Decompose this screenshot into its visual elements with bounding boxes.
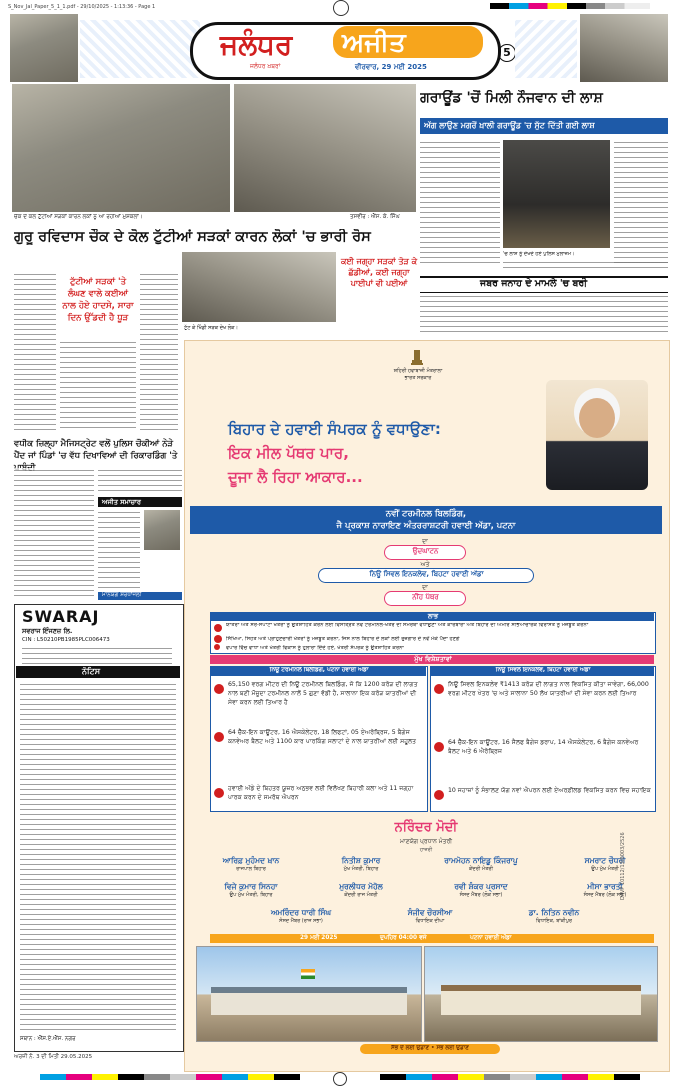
- main-story-col2: [60, 340, 136, 432]
- pullquote-right: ਕਈ ਜਗ੍ਹਾ ਸੜਕਾਂ ਤੋੜ ਕੇ ਛੱਡੀਆਂ, ਕਈ ਜਗ੍ਹਾ ਪਾਈਪਾਂ ਵੀ ਪਈਆਂ: [340, 257, 418, 288]
- ad-emblem-line2: ਭਾਰਤ ਸਰਕਾਰ: [404, 375, 432, 381]
- ad-dignitary: [196, 882, 306, 898]
- vigilance-headline: ਵਧੀਕ ਜ਼ਿਲ੍ਹਾ ਮੈਜਿਸਟ੍ਰੇਟ ਵਲੋਂ ਪੁਲਿਸ ਚੌਕੀਆਂ ਨੇੜੇ ਪੈਂਦ ਜਾਂ ਪਿੰਡਾਂ 'ਚ ਵੱਧ ਦਿਖਾਵਿਆਂ ਦੀ ਰਿਕਾਰਡਿੰਗ 'ਤੇ: [14, 439, 178, 461]
- ad-dignitary: [494, 908, 614, 924]
- vigilance-body-col1: [14, 468, 94, 598]
- news-box-body: [98, 510, 140, 590]
- ad-side-code: DAVP 10112/13/0003/2526: [620, 832, 626, 900]
- ad-feature-left: [214, 784, 424, 806]
- bottom-color-bar: [40, 1074, 300, 1080]
- ad-blue-line-1: ਨਵੀਂ ਟਰਮੀਨਲ ਬਿਲਡਿੰਗ,: [385, 509, 467, 519]
- swaraj-notice-body: [20, 682, 176, 1032]
- ad-dignitary-name: ਨਿਤੀਸ਼ ਕੁਮਾਰ: [341, 856, 381, 865]
- masthead-date: ਵੀਰਵਾਰ, 29 ਮਈ 2025: [355, 63, 427, 71]
- ad-dignitary-title: ਮੁੱਖ ਮੰਤਰੀ, ਬਿਹਾਰ: [343, 866, 379, 872]
- masthead-building-right: [580, 14, 668, 82]
- ad-dignitary: [550, 856, 660, 872]
- ad-event-time: ਦੁਪਹਿਰ 04:00 ਵਜੇ: [380, 935, 427, 941]
- ad-dignitary: [550, 882, 660, 898]
- flag-icon: [301, 969, 315, 979]
- bottom-registration-mark: [333, 1072, 347, 1086]
- ad-connector-da2: ਦਾ: [422, 584, 428, 591]
- ad-feature-text: 65,150 ਵਰਗ ਮੀਟਰ ਦੀ ਨਿਊ ਟਰਮੀਨਲ ਬਿਲਡਿੰਗ, ਜੋ ਕਿ 1200 ਕਰੋੜ ਦੀ ਲਾਗਤ ਨਾਲ ਬਣੀ ਮੌਜੂਦਾ ਟਰਮੀਨਲ ਨਾਲੋਂ 5 ਗੁਣਾ ਵੱਡੀ ਹੈ, ਸਾਲਾਨਾ ਇਕ ਕਰੋੜ ਯਾਤਰੀਆਂ ਦੀ ਸੇਵਾ ਕਰਨ ਲਈ ਤਿਆਰ ਹੈ: [228, 681, 418, 706]
- ad-benefits-header: ਲਾਭ: [427, 612, 439, 620]
- ad-dignitary: [416, 882, 546, 898]
- ground-photo-caption: 'ਚ ਲਾਸ਼ ਨੂੰ ਦੇਖਦੇ ਹੋਏ ਪੁਲਿਸ ਮੁਲਾਜ਼ਮ।: [503, 251, 575, 257]
- ad-feature-bullet-icon: [434, 684, 444, 694]
- jabar-body: [420, 294, 668, 336]
- ad-connector-ate: ਅਤੇ: [420, 561, 430, 568]
- ad-feature-bullet-icon: [434, 742, 444, 752]
- ground-body-col3: [614, 140, 668, 264]
- swaraj-notice-title: ਨੋਟਿਸ: [82, 667, 101, 676]
- masthead-tagline: ਜਲੰਧਰ ਖ਼ਬਰਾਂ: [250, 63, 281, 70]
- swaraj-company: ਸਵਰਾਜ ਇੰਜਣਜ਼ ਲਿ.: [22, 627, 73, 635]
- page-number-badge: 5: [498, 44, 516, 62]
- ad-pill-foundation-text: ਨੀਂਹ ਪੱਥਰ: [412, 593, 439, 601]
- ad-benefit-bullet-icon: [214, 644, 220, 650]
- photo-caption-left: ਚੌਕ ਦੇ ਕੋਲ ਟੁੱਟੀਆਂ ਸੜਕਾਂ ਕਾਰਨ ਲੋਕਾਂ ਨੂੰ ਆ ਰਹੀਆਂ ਮੁਸ਼ਕਲਾਂ।: [14, 214, 143, 220]
- pm-portrait-face: [579, 398, 615, 438]
- ad-footer-text: ਸੱਭ ਦੇ ਲਈ ਉਡਾਣ • ਸਭ ਲਈ ਉਡਾਣ: [391, 1045, 469, 1051]
- ad-dignitary: [236, 908, 366, 924]
- ad-headline-3: ਦੂਜਾ ਲੈ ਰਿਹਾ ਆਕਾਰ...: [228, 468, 363, 486]
- news-box-footer: ਮਾਨਯੋਗ ਸ਼ਰਧਾਂਜਲੀ: [102, 592, 142, 598]
- ad-event-date: 29 ਮਈ 2025: [300, 935, 338, 941]
- bottom-left-text: ਅਰਜ਼ੀ ਨੰ. 3 ਦੀ ਮਿਤੀ 29.05.2025: [14, 1054, 93, 1060]
- ad-feature-bullet-icon: [214, 788, 224, 798]
- ad-venue: ਪਟਨਾ ਹਵਾਈ ਅੱਡਾ: [470, 935, 512, 941]
- ad-dignitary-name: ਸੰਜੀਵ ਚੌਰਸੀਆ: [407, 908, 453, 917]
- ad-feature-bullet-icon: [214, 732, 224, 742]
- ad-feature-text: ਹਵਾਈ ਅੱਡੇ ਦੇ ਬਿਹਤਰ ਯੂਜ਼ਰ ਅਨੁਭਵ ਲਈ ਵਿਲੱਖਣ ਬਿਹਾਰੀ ਕਲਾ ਅਤੇ 11 ਜਗ੍ਹਾ ਪਾਰਕ ਕਰਨ ਦੇ ਸਮਰੱਥ ਐਪਰਨ: [228, 785, 414, 801]
- ad-benefit-text: ਵਪਾਰ ਵਿੱਚ ਵਾਧਾ ਅਤੇ ਖੇਤਰੀ ਵਿਕਾਸ ਨੂੰ ਹੁਲਾਰਾ ਦਿੰਦੇ ਹੋਏ, ਖੇਤਰੀ ਸੰਪਰਕ ਨੂੰ ਉਤਸ਼ਾਹਿਤ ਕਰਨਾ: [226, 645, 404, 651]
- ad-dignitary-title: ਸੰਸਦ ਮੈਂਬਰ (ਰਾਜ ਸਭਾ): [279, 918, 323, 924]
- swaraj-cin: CIN : L50210PB1985PLC006473: [22, 637, 110, 643]
- ad-headline-2: ਇਕ ਮੀਲ ਪੱਥਰ ਪਾਰ,: [228, 444, 349, 462]
- pullquote-left: ਟੁੱਟੀਆਂ ਸੜਕਾਂ 'ਤੇ ਲੰਘਣ ਵਾਲੇ ਕਈਆਂ ਨਾਲ ਹੋਏ ਹਾਦਸੇ, ਸਾਰਾ ਦਿਨ ਉੱਡਦੀ ਹੈ ਧੂੜ: [62, 277, 134, 323]
- masthead-title-right: ਅਜੀਤ: [342, 28, 406, 58]
- bottom-color-bar-right: [380, 1074, 640, 1080]
- ad-dignitary: [306, 856, 416, 872]
- ad-feature-left: [214, 680, 424, 724]
- ad-dignitary-name: ਸਮਰਾਟ ਚੌਧਰੀ: [584, 856, 626, 865]
- swaraj-address: [22, 646, 172, 664]
- ad-dignitary: [370, 908, 490, 924]
- ad-pm-title: ਮਾਣਯੋਗ ਪ੍ਰਧਾਨ ਮੰਤਰੀ: [399, 838, 453, 845]
- ad-dignitary-name: ਡਾ. ਨਿਤਿਨ ਨਵੀਨ: [528, 908, 580, 917]
- ad-feature-bullet-icon: [214, 684, 224, 694]
- ad-airport-render-patna: [196, 946, 422, 1042]
- ad-benefit-row: [214, 635, 650, 643]
- ad-dignitary-title: ਵਿਧਾਇਕ, ਬਾਂਕੀਪੁਰ: [535, 918, 573, 924]
- ad-dignitary-title: ਉਪ ਮੁੱਖ ਮੰਤਰੀ, ਬਿਹਾਰ: [229, 892, 273, 898]
- ad-dignitary-name: ਆਰਿਫ਼ ਮੁਹੰਮਦ ਖ਼ਾਨ: [222, 856, 280, 865]
- ad-connector-da: ਦਾ: [422, 538, 428, 545]
- ad-benefit-bullet-icon: [214, 624, 222, 632]
- ad-dignitary-title: ਉਪ ਮੁੱਖ ਮੰਤਰੀ: [591, 866, 619, 872]
- ad-benefit-text: ਯਾਤਰਾ ਅਤੇ ਸੈਰ-ਸਪਾਟਾ ਖੇਤਰਾਂ ਨੂੰ ਉਤਸ਼ਾਹਿਤ ਕਰਨ ਲਈ ਵਿਸਤ੍ਰਿਤ ਨਵੇਂ ਟਰਮੀਨਲ-ਖੇਤਰ ਦੀ ਸਮਰੱਥਾ ਵਧਾਉਣਾ ਅਤੇ ਕਾਰੋਬਾਰਾਂ ਅਤੇ ਬਿਹਾਰ ਦੀ ਅਮੀਰ ਸੱਭਿਆਚਾਰਕ ਵਿਰਾਸਤ ਨੂੰ ਮਜ਼ਬੂਤ ਕਰਨਾ: [226, 623, 589, 628]
- ad-feature-text: ਨਿਊ ਸਿਵਲ ਇਨਕਲੇਵ ₹1413 ਕਰੋੜ ਦੀ ਲਾਗਤ ਨਾਲ ਵਿਕਸਿਤ ਕੀਤਾ ਜਾਵੇਗਾ, 66,000 ਵਰਗ ਮੀਟਰ ਖੇਤਰ 'ਚ ਅਤੇ ਸਾਲਾਨਾ 50 ਲੱਖ ਯਾਤਰੀਆਂ ਦੀ ਸੇਵਾ ਕਰਨ ਲਈ ਤਿਆਰ: [448, 681, 649, 697]
- ad-dignitary-name: ਅਮਰਿੰਦਰ ਧਾਰੀ ਸਿੰਘ: [270, 908, 332, 917]
- ground-photo: [503, 140, 610, 248]
- news-photo-road-pipes: [234, 84, 416, 212]
- main-story-col1: [14, 272, 56, 432]
- ad-features-col-right-header: ਨਿਊ ਸਿਵਲ ਇਨਕਲੇਵ, ਬਿਹਟਾ ਹਵਾਈ ਅੱਡਾ: [495, 667, 591, 673]
- ad-features-header: ਮੁੱਖ ਵਿਸ਼ੇਸ਼ਤਾਵਾਂ: [414, 655, 452, 663]
- ground-body-col1: [420, 140, 500, 264]
- ad-feature-left: [214, 728, 424, 764]
- vigilance-body-col2: [98, 468, 182, 494]
- ad-dignitary: [196, 856, 306, 872]
- ad-pm-presence: ਹਾਜ਼ਰੀ: [419, 847, 433, 853]
- ad-dignitary-name: ਮੁਰਲੀਧਰ ਮੋਹੋਲ: [339, 882, 383, 891]
- ad-feature-right: [434, 738, 652, 766]
- color-bar: [490, 3, 650, 9]
- ad-features-col-left-header: ਨਿਊ ਟਰਮੀਨਲ ਬਿਲਡਿੰਗ, ਪਟਨਾ ਹਵਾਈ ਅੱਡਾ: [269, 667, 369, 673]
- pm-portrait: [546, 380, 648, 490]
- masthead-title-left: ਜਲੰਧਰ: [220, 28, 293, 61]
- ad-dignitary: [416, 856, 546, 872]
- photo-credit: ਤਸਵੀਰ : ਐੱਸ. ਕੇ. ਸਿੰਘ: [350, 214, 400, 220]
- ad-emblem-line1: ਸ਼ਹਿਰੀ ਹਵਾਬਾਜ਼ੀ ਮੰਤਰਾਲਾ: [393, 368, 443, 374]
- masthead-pattern: [80, 20, 200, 78]
- ad-feature-text: 10 ਜਹਾਜ਼ਾਂ ਨੂੰ ਸੰਭਾਲਣ ਯੋਗ ਨਵਾਂ ਐਪਰਨ ਲਈ ਏਅਰਫ਼ੀਲਡ ਵਿਕਸਿਤ ਕਰਨ ਵਿਚ ਸਹਾਇਕ: [448, 787, 651, 794]
- ad-airport-building: [211, 987, 407, 1015]
- ad-dignitary: [306, 882, 416, 898]
- ground-headline: ਗਰਾਊਂਡ 'ਚੋਂ ਮਿਲੀ ਨੌਜਵਾਨ ਦੀ ਲਾਸ਼: [420, 90, 603, 106]
- ad-dignitary-title: ਵਿਧਾਇਕ ਦੀਘਾ: [415, 918, 445, 924]
- ad-dignitary-title: ਕੇਂਦਰੀ ਰਾਜ ਮੰਤਰੀ: [344, 892, 378, 898]
- ad-dignitary-name: ਵਿਜੇ ਕੁਮਾਰ ਸਿਨਹਾ: [224, 882, 278, 891]
- ad-feature-right: [434, 680, 652, 724]
- scan-header: S_Nov_Jal_Paper_5_1_1.pdf - 29/10/2025 - 1:13:36 - Page 1: [8, 4, 156, 10]
- ad-pm-name: ਨਰਿੰਦਰ ਮੋਦੀ: [394, 820, 458, 835]
- ad-airport-building: [441, 985, 641, 1015]
- ground-subhead: ਅੱਗ ਲਾਉਣ ਮਗਰੋਂ ਖ਼ਾਲੀ ਗਰਾਊਂਡ 'ਚ ਸੁੱਟ ਦਿੱਤੀ ਗਈ ਲਾਸ਼: [424, 121, 595, 130]
- main-story-photo: [182, 252, 336, 322]
- swaraj-logo: SWARAJ: [22, 607, 100, 626]
- ad-pill-inauguration-text: ਉਦਘਾਟਨ: [412, 547, 439, 555]
- ad-dignitary-name: ਮੀਸਾ ਭਾਰਤੀ: [587, 882, 623, 891]
- ad-airport-render-bihta: [424, 946, 658, 1042]
- ad-benefit-row: [214, 644, 650, 652]
- news-photo-road-left: [12, 84, 230, 212]
- ad-feature-text: 64 ਚੈੱਕ-ਇਨ ਕਾਊਂਟਰ, 16 ਸੈਲਫ ਬੈਗੇਜ ਡਰਾਪ, 14 ਐਸਕੇਲੇਟਰ, 6 ਬੈਗੇਜ ਕਨਵੇਅਰ ਬੈਲਟ ਅਤੇ 6 ਐਰੋਬ੍ਰਿਜ: [448, 739, 639, 755]
- swaraj-footer: ਸਥਾਨ : ਐੱਸ.ਏ.ਐੱਸ. ਨਗਰ: [20, 1036, 76, 1042]
- ad-pill-bihta-text: ਨਿਊ ਸਿਵਲ ਇਨਕਲੇਵ, ਬਿਹਟਾ ਹਵਾਈ ਅੱਡਾ: [369, 570, 484, 578]
- masthead: [10, 14, 668, 84]
- ad-dignitary-name: ਰਵੀ ਸ਼ੰਕਰ ਪ੍ਰਸਾਦ: [454, 882, 508, 891]
- ad-dignitary-name: ਰਾਮਮੋਹਨ ਨਾਇਡੂ ਕਿੰਜਰਾਪੂ: [444, 856, 518, 865]
- ad-date-strip: [210, 934, 654, 943]
- ad-feature-bullet-icon: [434, 790, 444, 800]
- ad-dignitary-title: ਕੇਂਦਰੀ ਮੰਤਰੀ: [468, 866, 493, 872]
- ad-headline-1: ਬਿਹਾਰ ਦੇ ਹਵਾਈ ਸੰਪਰਕ ਨੂੰ ਵਧਾਉਣਾ:: [228, 420, 441, 438]
- masthead-building-left: [10, 14, 78, 82]
- ad-dignitary-title: ਸੰਸਦ ਮੈਂਬਰ (ਲੋਕ ਸਭਾ): [583, 892, 627, 898]
- news-box-photo: [144, 510, 180, 550]
- ad-benefit-row: [214, 623, 650, 633]
- main-story-col3: [140, 272, 178, 432]
- masthead-pattern-right: [515, 20, 577, 78]
- ad-blue-line-2: ਜੈ ਪ੍ਰਕਾਸ਼ ਨਾਰਾਇਣ ਅੰਤਰਰਾਸ਼ਟਰੀ ਹਵਾਈ ਅੱਡਾ, ਪਟਨਾ: [336, 521, 516, 531]
- ground-body-bottom: [503, 260, 668, 272]
- ad-dignitary-title: ਰਾਜਪਾਲ ਬਿਹਾਰ: [236, 866, 266, 872]
- main-photo-caption: ਟੁੱਟ ਕੇ ਖਿੰਡੀ ਸੜਕ ਦੇਖ ਲੋਕ।: [184, 325, 238, 331]
- jabar-headline: ਜਬਰ ਜਨਾਹ ਦੇ ਮਾਮਲੇ 'ਚ ਬਰੀ: [480, 278, 588, 289]
- ad-dignitary-title: ਸੰਸਦ ਮੈਂਬਰ (ਲੋਕ ਸਭਾ): [459, 892, 503, 898]
- ad-emblem-icon: [410, 350, 424, 366]
- ad-benefit-bullet-icon: [214, 635, 222, 643]
- main-story-headline: ਗੁਰੂ ਰਵਿਦਾਸ ਚੌਕ ਦੇ ਕੋਲ ਟੁੱਟੀਆਂ ਸੜਕਾਂ ਕਾਰਨ ਲੋਕਾਂ 'ਚ ਭਾਰੀ ਰੋਸ: [14, 229, 371, 245]
- news-box-label: ਅਜੀਤ ਸਮਾਚਾਰ: [102, 498, 141, 506]
- ad-feature-text: 64 ਚੈੱਕ-ਇਨ ਕਾਊਂਟਰ, 16 ਐਸਕੇਲੇਟਰ, 18 ਲਿਫਟਾਂ, 05 ਏਅਰੋਬ੍ਰਿਜ, 5 ਬੈਗੇਜ ਕਨਵੇਅਰ ਬੈਲਟ ਅਤੇ 1100 ਕਾਰ ਪਾਰਕਿੰਗ ਸਲਾਟਾਂ ਦੇ ਨਾਲ ਯਾਤਰੀਆਂ ਲਈ ਸਹੂਲਤ: [228, 729, 417, 745]
- ad-benefit-text: ਸਿੱਖਿਆ, ਸਿਹਤ ਅਤੇ ਪ੍ਰਾਹੁਣਚਾਰੀ ਖੇਤਰਾਂ ਨੂੰ ਮਜ਼ਬੂਤ ਕਰਨਾ, ਜਿਸ ਨਾਲ ਬਿਹਾਰ ਦੇ ਲੋਕਾਂ ਲਈ ਰੁਜ਼ਗਾਰ ਦੇ ਨਵੇਂ ਮੌਕੇ ਪੈਦਾ ਹੋਣਗੇ: [226, 636, 460, 642]
